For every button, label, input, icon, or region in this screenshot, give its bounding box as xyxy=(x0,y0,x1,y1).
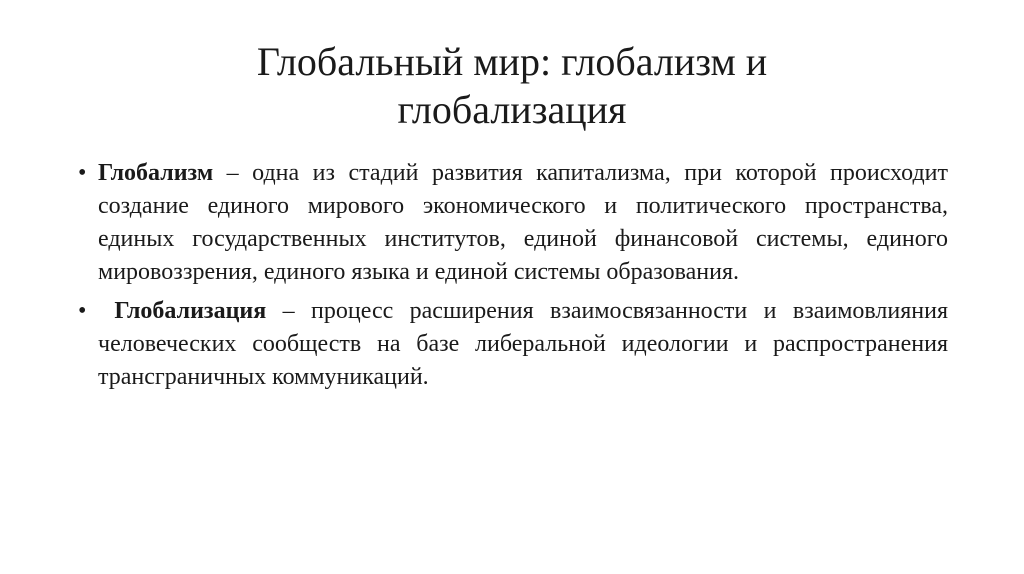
bullet-marker: • xyxy=(78,160,87,186)
definition-globalization: – процесс расширения взаимосвязанности и взаимовлияния человеческих сообществ на базе либеральной идеологии и распространения трансграничных коммуникаций. xyxy=(98,298,948,390)
definition-globalism: – одна из стадий развития капитализма, при которой происходит создание единого мирового экономического и политического пространства, единых государственных институтов, единой финансовой системы, единого мировоззрения, единого языка и единой системы образования. xyxy=(98,160,948,285)
term-globalism: Глобализм xyxy=(98,160,214,186)
bullet-item-globalism xyxy=(78,157,948,289)
term-globalization: Глобализация xyxy=(98,298,267,324)
bullet-list xyxy=(78,157,948,400)
bullet-item-globalization xyxy=(78,295,948,394)
bullet-marker: • xyxy=(78,298,87,324)
slide-title: Глобальный мир: глобализм и глобализация xyxy=(256,39,768,132)
